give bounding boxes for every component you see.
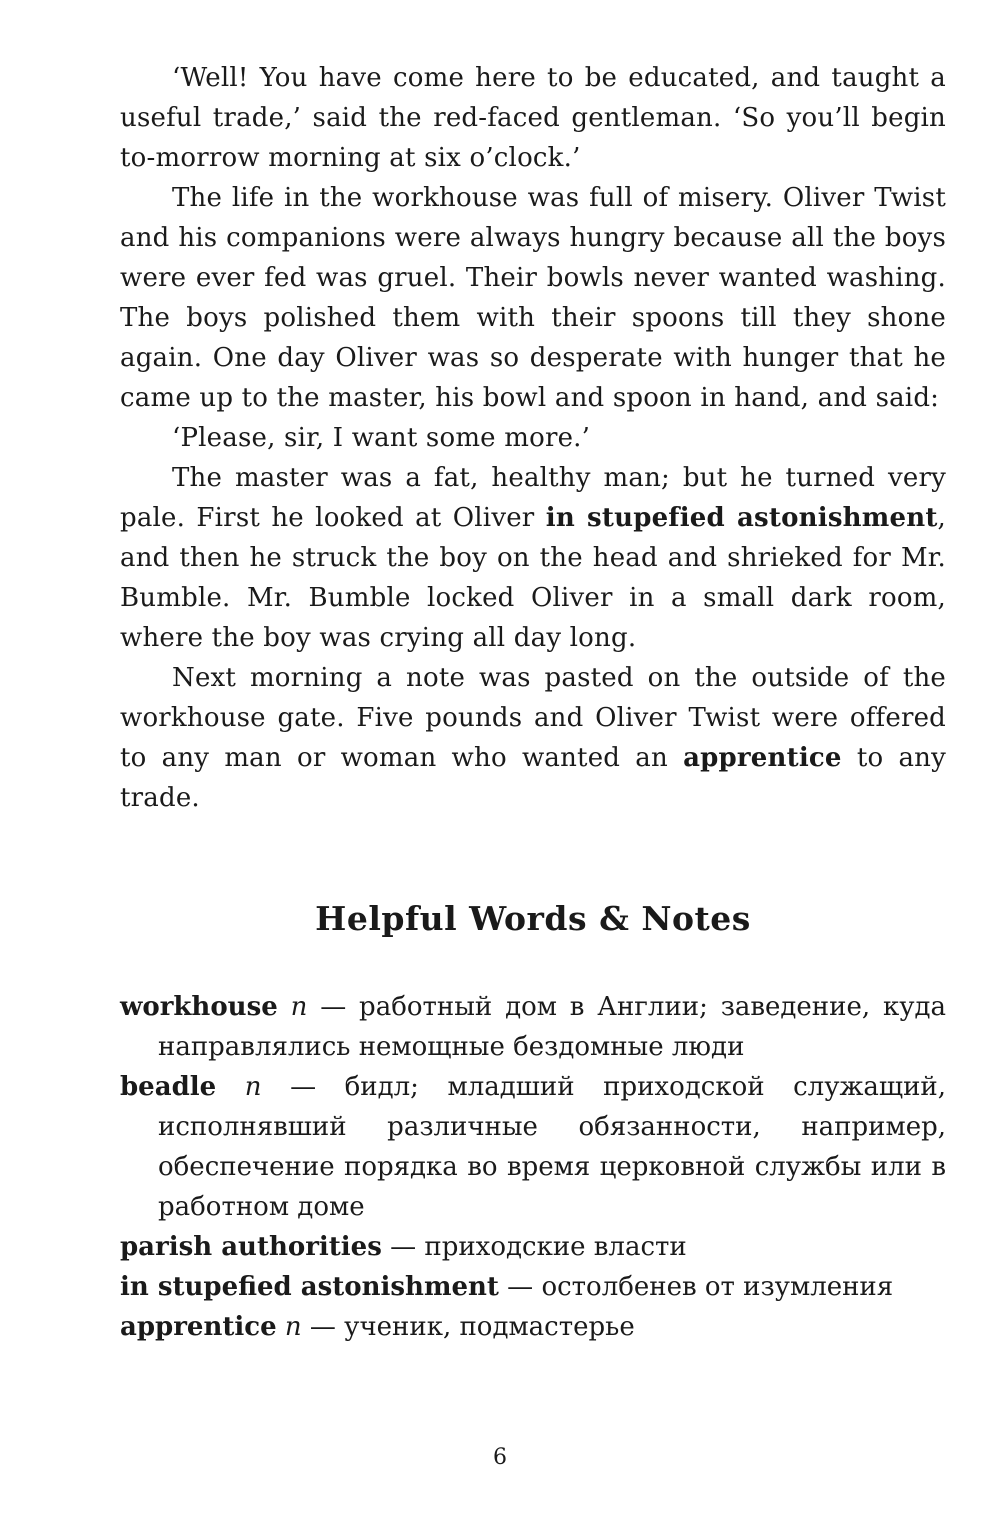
page-number: 6 [493,1445,507,1470]
story-paragraph-4 [120,458,946,658]
glossary-term: workhouse [120,992,278,1022]
glossary-dash: — [307,992,360,1022]
story-paragraph-5-text-b: to any trade. [120,743,946,813]
glossary-term: apprentice [120,1312,277,1342]
story-paragraph-3 [120,418,946,458]
glossary-entry [120,1267,946,1307]
glossary [120,987,946,1347]
glossary-dash: — [261,1072,345,1102]
glossary-dash: — [381,1232,425,1262]
glossary-definition: бидл; младший приходской служащий, исполнявший различные обязанности, например, обеспечение порядка во время церковной службы или в работном доме [158,1072,947,1222]
glossary-definition: работный дом в Англии; заведение, куда направлялись немощные бездомные люди [158,992,947,1062]
glossary-term: parish authorities [120,1232,382,1262]
glossary-term: in stupefied astonishment [120,1272,499,1302]
glossary-entry [120,1307,946,1347]
glossary-entry [120,1067,946,1227]
story-paragraph-2-text: The life in the workhouse was full of misery. Oliver Twist and his companions were always hungry because all the boys were ever fed was gruel. Their bowls never wanted washing. The boys polished them with their spoons till they shone again. One day Oliver was so desperate with hunger that he came up to the master, his bowl and spoon in hand, and said: [120,183,946,413]
highlighted-phrase: in stupefied astonishment [545,503,938,533]
part-of-speech: n [290,992,308,1022]
glossary-entry [120,987,946,1067]
story-paragraph-1 [120,58,946,178]
story-paragraph-5 [120,658,946,818]
story-paragraph-4-text-a: The master was a fat, healthy man; but he turned very pale. First he looked at Oliver [120,463,946,533]
story-paragraph-5-text-a: Next morning a note was pasted on the outside of the workhouse gate. Five pounds and Oliver Twist were offered to any man or woman who wanted an [120,663,946,773]
glossary-term: beadle [120,1072,217,1102]
page-content [120,58,946,1347]
story-text [120,58,946,818]
glossary-definition: приходские власти [424,1232,687,1262]
glossary-definition: ученик, подмастерье [344,1312,635,1342]
glossary-dash: — [498,1272,542,1302]
part-of-speech: n [244,1072,262,1102]
story-paragraph-1-text: ‘Well! You have come here to be educated, and taught a useful trade,’ said the red-faced gentleman. ‘So you’ll begin to-morrow morning at six o’clock.’ [120,63,946,173]
story-paragraph-3-text: ‘Please, sir, I want some more.’ [172,423,591,453]
story-paragraph-2 [120,178,946,418]
glossary-entry [120,1227,946,1267]
highlighted-word: apprentice [683,743,842,773]
story-paragraph-4-text-b: , and then he struck the boy on the head and shrieked for Mr. Bumble. Mr. Bumble locked Oliver in a small dark room, where the boy was crying all day long. [120,503,946,653]
notes-heading: Helpful Words & Notes [315,899,751,938]
glossary-definition: остолбенев от изумления [541,1272,894,1302]
glossary-dash: — [301,1312,345,1342]
part-of-speech: n [284,1312,302,1342]
